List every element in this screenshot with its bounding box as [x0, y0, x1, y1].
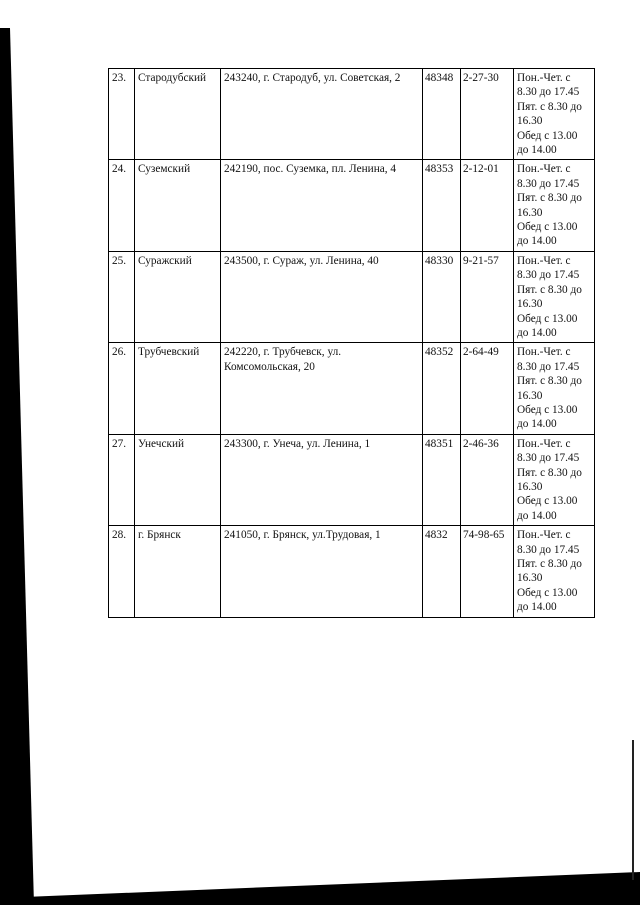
hours-line: Пон.-Чет. с	[517, 72, 571, 84]
hours-line: Пят. с 8.30 до	[517, 192, 582, 205]
hours-line: Пон.-Чет. с	[517, 254, 571, 267]
district-name: г. Брянск	[135, 526, 221, 617]
office-address: 242190, пос. Суземка, пл. Ленина, 4	[221, 160, 423, 251]
phone-number: 9-21-57	[461, 251, 514, 342]
hours-line: Обед с 13.00	[517, 403, 578, 416]
table-row	[109, 160, 595, 251]
scan-border-bottom	[0, 872, 640, 905]
table-row	[109, 251, 595, 342]
hours-line: 8.30 до 17.45	[517, 269, 580, 282]
phone-code: 48330	[423, 251, 461, 342]
hours-line: Обед с 13.00	[517, 312, 578, 325]
hours-line: 16.30	[517, 206, 543, 219]
phone-number: 2-12-01	[461, 160, 514, 251]
phone-number: 2-27-30	[461, 69, 514, 160]
hours-line: до 14.00	[517, 235, 557, 248]
hours-line: Пят. с 8.30 до	[517, 466, 582, 479]
hours-line: Пон.-Чет. с	[517, 437, 571, 450]
office-address: 243300, г. Унеча, ул. Ленина, 1	[221, 434, 423, 525]
row-number: 26.	[109, 343, 135, 434]
hours-line: до 14.00	[517, 326, 557, 339]
hours-line: Обед с 13.00	[517, 129, 578, 142]
hours-line: 16.30	[517, 115, 543, 128]
row-number: 23.	[109, 69, 135, 160]
scan-border-right	[632, 740, 634, 880]
office-address: 241050, г. Брянск, ул.Трудовая, 1	[221, 526, 423, 617]
table-row	[109, 434, 595, 525]
phone-number: 2-46-36	[461, 434, 514, 525]
hours-line: до 14.00	[517, 601, 557, 614]
district-name: Стародубский	[135, 69, 221, 160]
office-address: 242220, г. Трубчевск, ул. Комсомольская, 20	[221, 343, 423, 434]
phone-code: 48353	[423, 160, 461, 251]
hours-line: Пят. с 8.30 до	[517, 283, 582, 296]
hours-line: Пят. с 8.30 до	[517, 100, 582, 113]
hours-line: Обед с 13.00	[517, 586, 578, 599]
district-name: Суражский	[135, 251, 221, 342]
working-hours	[514, 343, 595, 434]
district-name: Трубчевский	[135, 343, 221, 434]
scan-border-left	[0, 28, 34, 905]
row-number: 24.	[109, 160, 135, 251]
hours-line: до 14.00	[517, 509, 557, 522]
hours-line: 16.30	[517, 389, 543, 402]
working-hours	[514, 251, 595, 342]
hours-line: Пон.-Чет. с	[517, 529, 571, 542]
hours-line: Пят. с 8.30 до	[517, 558, 582, 570]
table-row	[109, 526, 595, 617]
working-hours	[514, 160, 595, 251]
row-number: 25.	[109, 251, 135, 342]
hours-line: Обед с 13.00	[517, 221, 578, 234]
hours-line: Обед с 13.00	[517, 495, 578, 508]
hours-line: Пят. с 8.30 до	[517, 375, 582, 388]
table-row	[109, 69, 595, 160]
table-row	[109, 343, 595, 434]
hours-line: до 14.00	[517, 418, 557, 431]
offices-table	[108, 68, 595, 618]
phone-code: 48351	[423, 434, 461, 525]
hours-line: до 14.00	[517, 144, 557, 157]
hours-line: 8.30 до 17.45	[517, 452, 580, 465]
phone-code: 48348	[423, 69, 461, 160]
hours-line: Пон.-Чет. с	[517, 163, 571, 176]
district-name: Суземский	[135, 160, 221, 251]
hours-line: 16.30	[517, 480, 543, 493]
hours-line: 16.30	[517, 572, 543, 585]
working-hours	[514, 526, 595, 617]
phone-number: 2-64-49	[461, 343, 514, 434]
hours-line: 8.30 до 17.45	[517, 177, 580, 190]
office-address: 243500, г. Сураж, ул. Ленина, 40	[221, 251, 423, 342]
district-name: Унечский	[135, 434, 221, 525]
phone-code: 4832	[423, 526, 461, 617]
working-hours	[514, 69, 595, 160]
row-number: 27.	[109, 434, 135, 525]
hours-line: 16.30	[517, 298, 543, 311]
phone-code: 48352	[423, 343, 461, 434]
hours-line: 8.30 до 17.45	[517, 543, 580, 556]
hours-line: Пон.-Чет. с	[517, 346, 571, 359]
office-address: 243240, г. Стародуб, ул. Советская, 2	[221, 69, 423, 160]
working-hours	[514, 434, 595, 525]
row-number: 28.	[109, 526, 135, 617]
hours-line: 8.30 до 17.45	[517, 360, 580, 373]
phone-number: 74-98-65	[461, 526, 514, 617]
hours-line: 8.30 до 17.45	[517, 86, 580, 99]
